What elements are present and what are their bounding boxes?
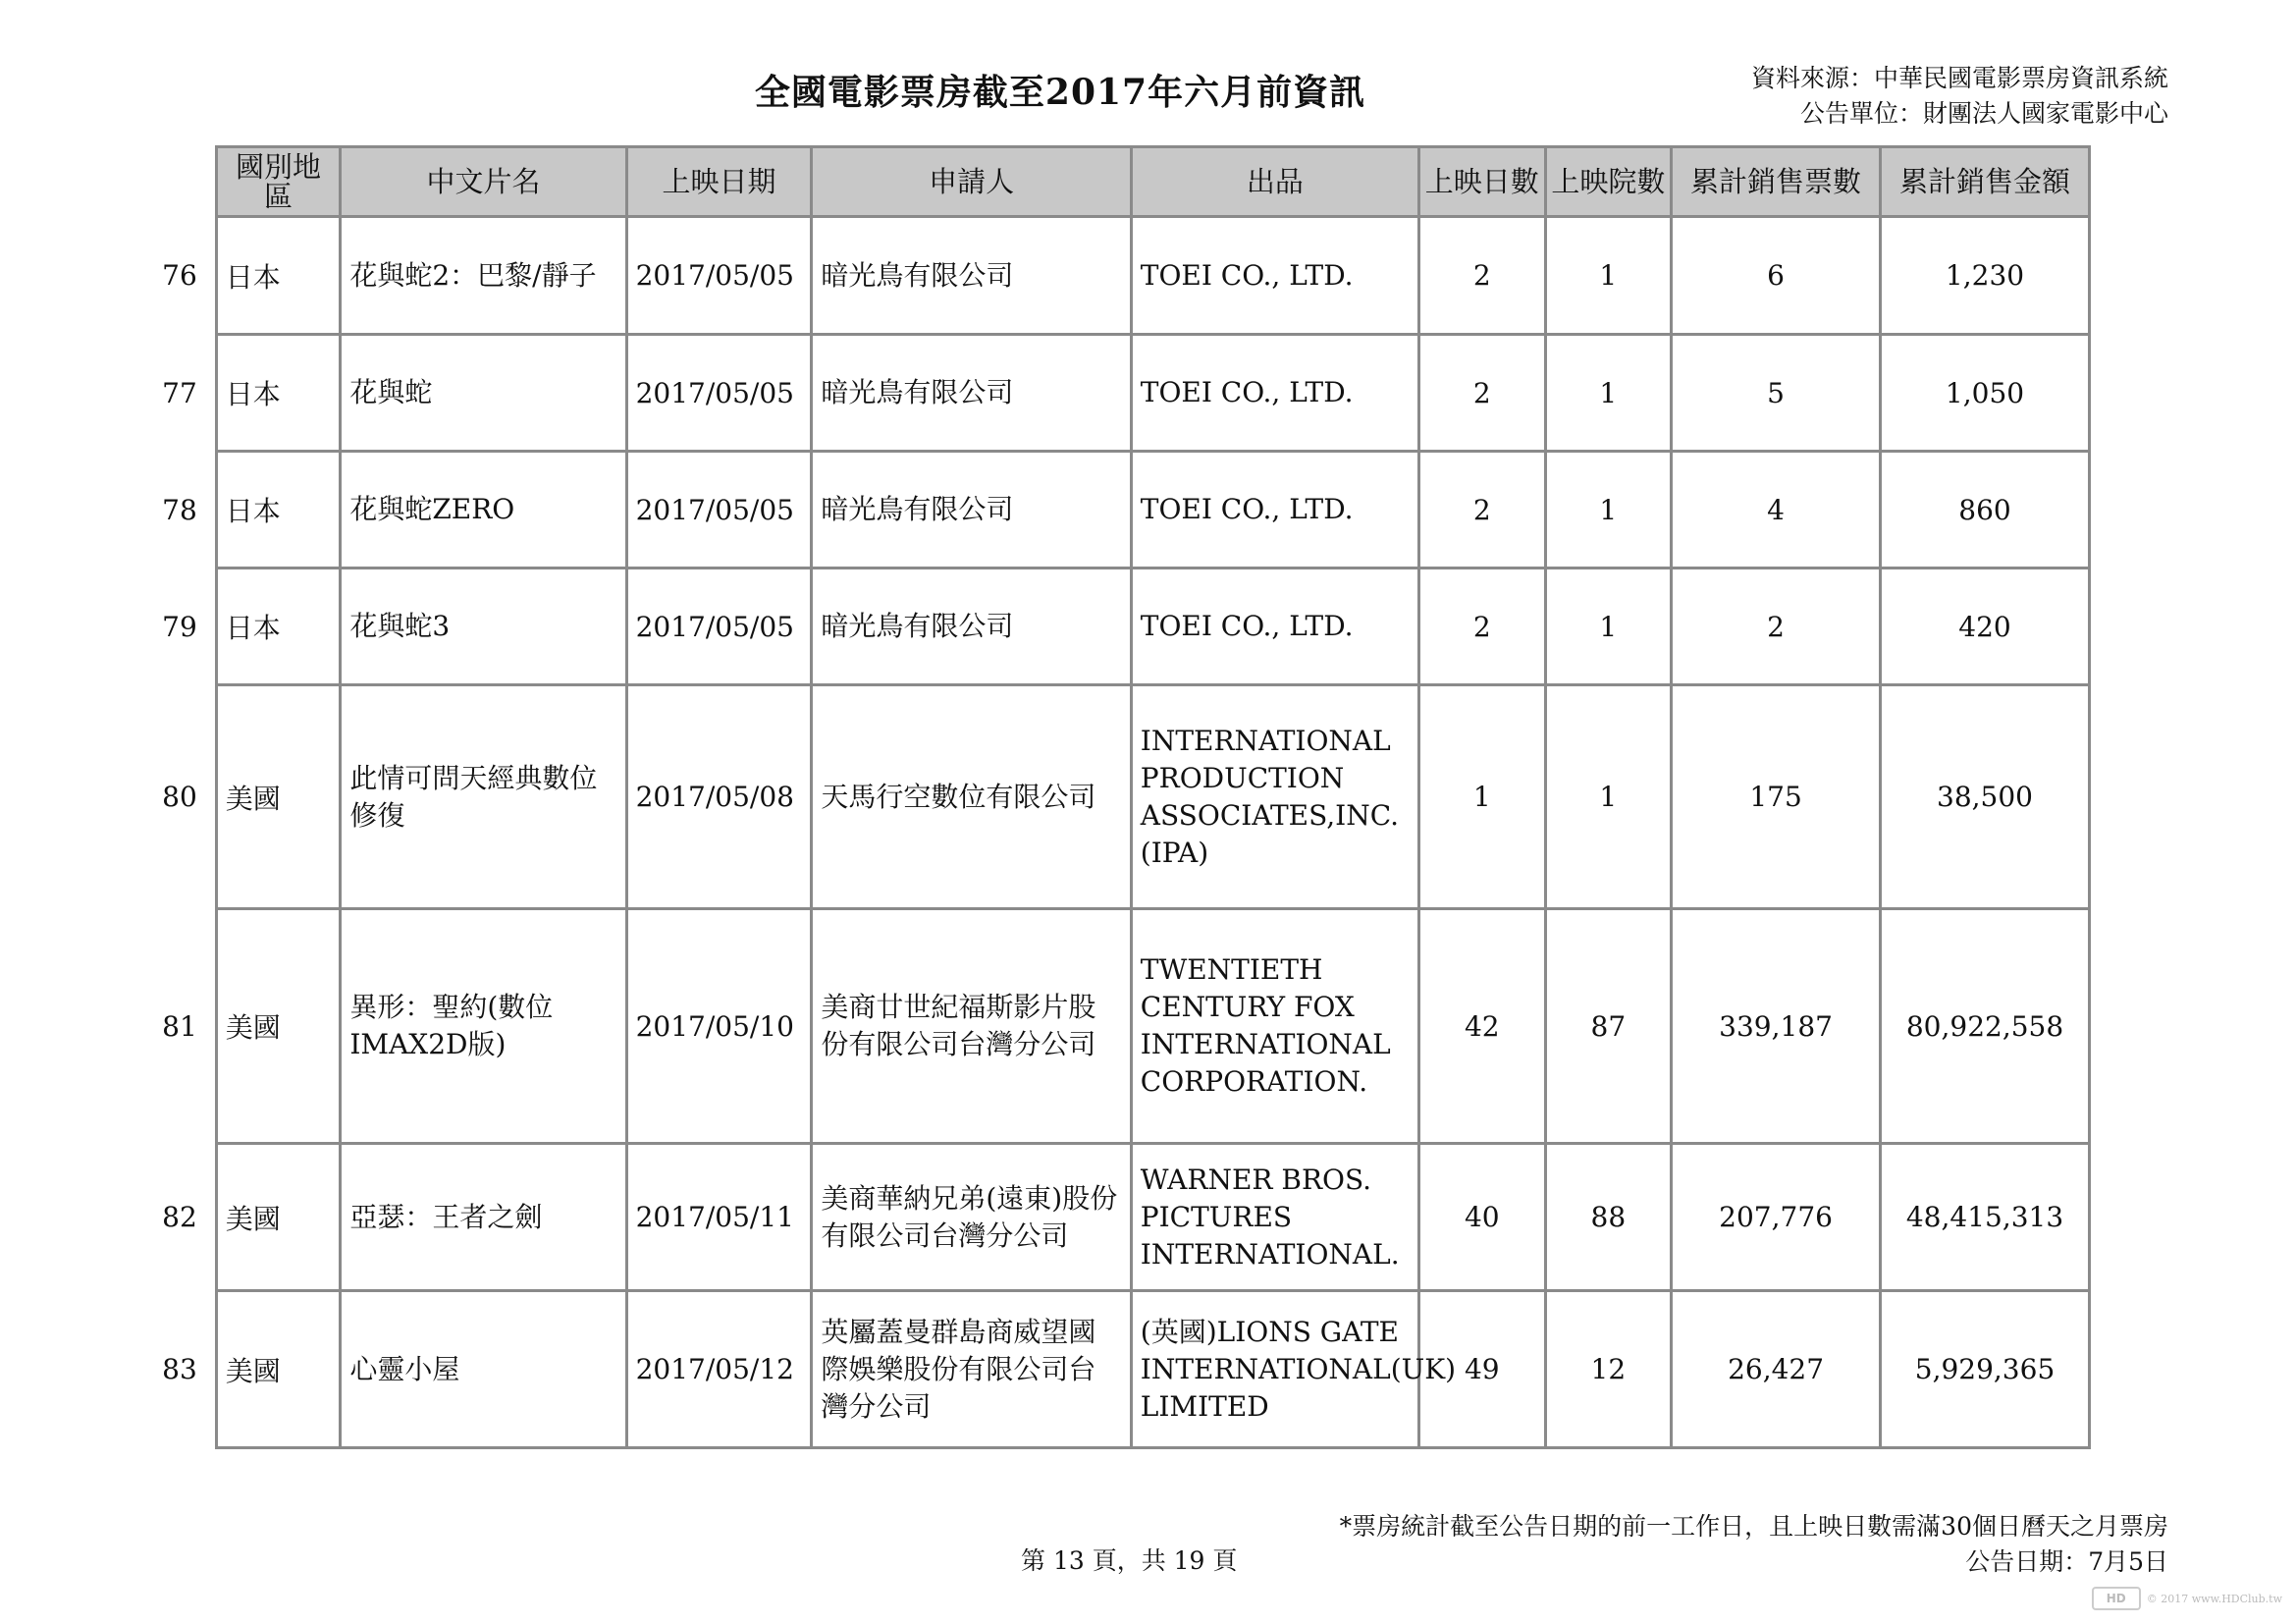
col-header-producer: 出品 [1131,147,1418,217]
publisher-line: 公告單位：財團法人國家電影中心 [1799,99,2168,128]
row-number: 82 [162,1201,197,1233]
cell-title: 亞瑟：王者之劍 [341,1144,626,1291]
col-header-amount: 累計銷售金額 [1881,147,2090,217]
table-header-row [147,147,2090,217]
cell-region: 日本 [216,335,341,452]
cell-amount: 860 [1881,452,2090,568]
cell-days: 2 [1419,452,1546,568]
cell-theaters: 87 [1545,909,1672,1144]
cell-tickets: 26,427 [1672,1291,1881,1448]
cell-days: 2 [1419,568,1546,685]
col-header-region: 國別地區 [216,147,341,217]
announcement-date: 公告日期：7月5日 [1965,1547,2168,1576]
table-row [147,452,2090,568]
cell-theaters: 1 [1545,568,1672,685]
cell-amount: 1,050 [1881,335,2090,452]
cell-title: 花與蛇2：巴黎/靜子 [341,217,626,335]
cell-title: 心靈小屋 [341,1291,626,1448]
cell-days: 42 [1419,909,1546,1144]
cell-producer: TOEI CO., LTD. [1131,452,1418,568]
cell-theaters: 88 [1545,1144,1672,1291]
col-header-tickets: 累計銷售票數 [1672,147,1881,217]
cell-region: 日本 [216,568,341,685]
cell-producer: TOEI CO., LTD. [1131,335,1418,452]
col-header-applicant: 申請人 [812,147,1131,217]
watermark-logo-icon: HD [2092,1587,2141,1610]
table-row [147,1144,2090,1291]
cell-date: 2017/05/10 [626,909,812,1144]
cell-theaters: 1 [1545,685,1672,909]
cell-tickets: 5 [1672,335,1881,452]
watermark-text: © 2017 www.HDClub.tw [2146,1592,2282,1605]
cell-applicant: 暗光鳥有限公司 [812,217,1131,335]
table-row [147,335,2090,452]
cell-amount: 48,415,313 [1881,1144,2090,1291]
cell-amount: 80,922,558 [1881,909,2090,1144]
cell-tickets: 207,776 [1672,1144,1881,1291]
cell-title: 花與蛇3 [341,568,626,685]
row-number: 77 [162,376,197,409]
row-number: 78 [162,493,197,526]
cell-producer: (英國)LIONS GATE INTERNATIONAL(UK) LIMITED [1131,1291,1418,1448]
cell-amount: 5,929,365 [1881,1291,2090,1448]
cell-days: 1 [1419,685,1546,909]
row-number: 83 [162,1353,197,1385]
cell-theaters: 1 [1545,452,1672,568]
cell-days: 40 [1419,1144,1546,1291]
watermark [2092,1587,2282,1610]
cell-theaters: 1 [1545,335,1672,452]
data-source-info [1751,61,2168,132]
box-office-table [147,145,2091,1449]
cell-region: 日本 [216,217,341,335]
cell-producer: INTERNATIONAL PRODUCTION ASSOCIATES,INC.(IPA) [1131,685,1418,909]
table-row [147,685,2090,909]
cell-date: 2017/05/05 [626,452,812,568]
col-header-title: 中文片名 [341,147,626,217]
col-header-date: 上映日期 [626,147,812,217]
footer-info [1340,1509,2168,1580]
cell-applicant: 英屬蓋曼群島商威望國際娛樂股份有限公司台灣分公司 [812,1291,1131,1448]
cell-producer: TOEI CO., LTD. [1131,217,1418,335]
cell-applicant: 暗光鳥有限公司 [812,452,1131,568]
cell-tickets: 339,187 [1672,909,1881,1144]
cell-tickets: 4 [1672,452,1881,568]
table-row [147,568,2090,685]
cell-days: 2 [1419,335,1546,452]
cell-title: 花與蛇 [341,335,626,452]
cell-date: 2017/05/05 [626,217,812,335]
cell-tickets: 2 [1672,568,1881,685]
cell-applicant: 天馬行空數位有限公司 [812,685,1131,909]
cell-amount: 1,230 [1881,217,2090,335]
source-line: 資料來源：中華民國電影票房資訊系統 [1750,64,2168,92]
cell-applicant: 美商華納兄弟(遠東)股份有限公司台灣分公司 [812,1144,1131,1291]
footnote: *票房統計截至公告日期的前一工作日，且上映日數需滿30個日曆天之月票房 [1339,1512,2168,1541]
row-number: 80 [162,781,197,813]
cell-title: 此情可問天經典數位修復 [341,685,626,909]
row-number: 81 [162,1009,197,1043]
cell-date: 2017/05/05 [626,568,812,685]
cell-producer: WARNER BROS. PICTURES INTERNATIONAL. [1131,1144,1418,1291]
header-spacer [147,147,216,217]
table-row [147,1291,2090,1448]
cell-amount: 420 [1881,568,2090,685]
cell-days: 2 [1419,217,1546,335]
cell-producer: TOEI CO., LTD. [1131,568,1418,685]
cell-applicant: 美商廿世紀福斯影片股份有限公司台灣分公司 [812,909,1131,1144]
cell-tickets: 6 [1672,217,1881,335]
cell-applicant: 暗光鳥有限公司 [812,568,1131,685]
table-row [147,909,2090,1144]
cell-applicant: 暗光鳥有限公司 [812,335,1131,452]
col-header-theaters: 上映院數 [1545,147,1672,217]
cell-amount: 38,500 [1881,685,2090,909]
cell-theaters: 12 [1545,1291,1672,1448]
table-row [147,217,2090,335]
cell-theaters: 1 [1545,217,1672,335]
cell-region: 美國 [216,909,341,1144]
cell-region: 美國 [216,1291,341,1448]
cell-date: 2017/05/08 [626,685,812,909]
col-header-days: 上映日數 [1419,147,1546,217]
row-number: 76 [162,259,197,292]
cell-region: 日本 [216,452,341,568]
cell-title: 花與蛇ZERO [341,452,626,568]
cell-date: 2017/05/11 [626,1144,812,1291]
row-number: 79 [162,610,197,643]
cell-title: 異形：聖約(數位IMAX2D版) [341,909,626,1144]
cell-tickets: 175 [1672,685,1881,909]
cell-region: 美國 [216,685,341,909]
cell-date: 2017/05/12 [626,1291,812,1448]
cell-days: 49 [1419,1291,1546,1448]
cell-region: 美國 [216,1144,341,1291]
page-number: 第 13 頁，共 19 頁 [1021,1546,1238,1575]
cell-producer: TWENTIETH CENTURY FOX INTERNATIONAL CORPORATION. [1131,909,1418,1144]
cell-date: 2017/05/05 [626,335,812,452]
page-title: 全國電影票房截至2017年六月前資訊 [754,72,1366,113]
